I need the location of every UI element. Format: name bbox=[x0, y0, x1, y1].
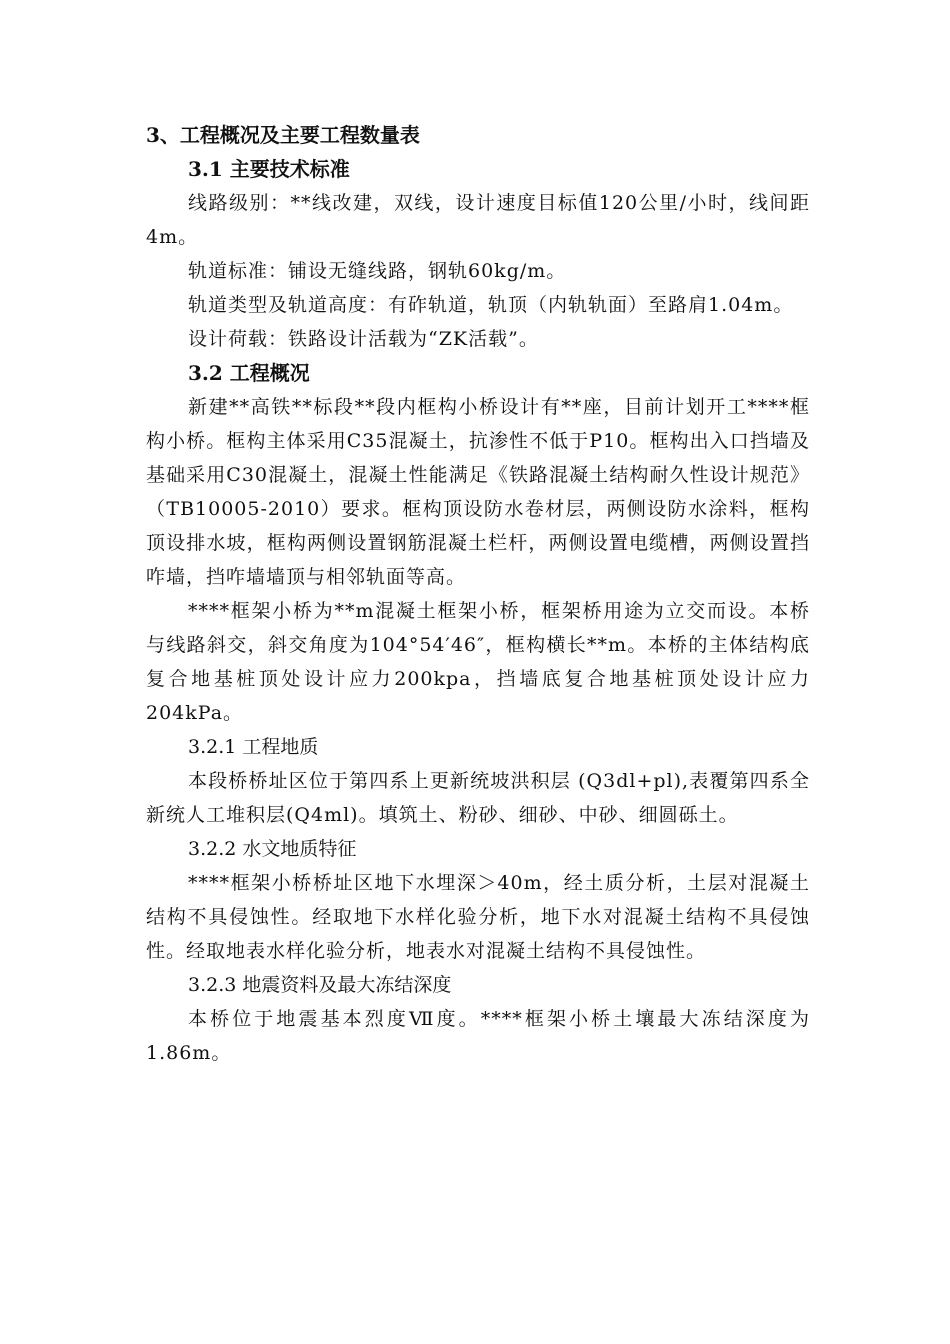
paragraph-track-type: 轨道类型及轨道高度：有砟轨道，轨顶（内轨轨面）至路肩1.04m。 bbox=[188, 294, 794, 316]
paragraph-line-class: 线路级别：**线改建，双线，设计速度目标值120公里/小时，线间距4m。 bbox=[146, 192, 810, 248]
paragraph-bridge-description: ****框架小桥为**m混凝土框架小桥，框架桥用途为立交而设。本桥与线路斜交，斜交角度为104°54′46″，框构横长**m。本桥的主体结构底复合地基桩顶处设计应力200kpa，挡墙底复合地基桩顶处设计应力204kPa。 bbox=[146, 600, 810, 724]
heading-3-2: 3.2 工程概况 bbox=[188, 361, 310, 385]
paragraph-project-overview: 新建**高铁**标段**段内框构小桥设计有**座，目前计划开工****框构小桥。框构主体采用C35混凝土，抗渗性不低于P10。框构出入口挡墙及基础采用C30混凝土，混凝土性能满足《铁路混凝土结构耐久性设计规范》（TB10005-2010）要求。框构顶设防水卷材层，两侧设防水涂料，框构顶设排水坡，框构两侧设置钢筋混凝土栏杆，两侧设置电缆槽，两侧设置挡咋墙，挡咋墙墙顶与相邻轨面等高。 bbox=[146, 396, 810, 588]
heading-3-2-3: 3.2.3 地震资料及最大冻结深度 bbox=[188, 974, 452, 996]
heading-3-2-2: 3.2.2 水文地质特征 bbox=[188, 838, 357, 860]
paragraph-track-standard: 轨道标准：铺设无缝线路，钢轨60kg/m。 bbox=[188, 260, 567, 282]
heading-3-1: 3.1 主要技术标准 bbox=[188, 157, 350, 181]
paragraph-seismic-frost: 本桥位于地震基本烈度Ⅶ度。****框架小桥土壤最大冻结深度为1.86m。 bbox=[146, 1008, 810, 1064]
paragraph-geology: 本段桥桥址区位于第四系上更新统坡洪积层 (Q3dl+pl),表覆第四系全新统人工堆积层(Q4ml)。填筑土、粉砂、细砂、中砂、细圆砾土。 bbox=[146, 770, 810, 826]
document-body bbox=[146, 118, 810, 1070]
heading-3: 3、工程概况及主要工程数量表 bbox=[146, 123, 420, 147]
heading-3-2-1: 3.2.1 工程地质 bbox=[188, 736, 319, 758]
paragraph-design-load: 设计荷载：铁路设计活载为“ZK活载”。 bbox=[188, 328, 539, 350]
paragraph-hydrogeology: ****框架小桥桥址区地下水埋深＞40m，经土质分析，土层对混凝土结构不具侵蚀性。经取地下水样化验分析，地下水对混凝土结构不具侵蚀性。经取地表水样化验分析，地表水对混凝土结构不具侵蚀性。 bbox=[146, 872, 810, 962]
